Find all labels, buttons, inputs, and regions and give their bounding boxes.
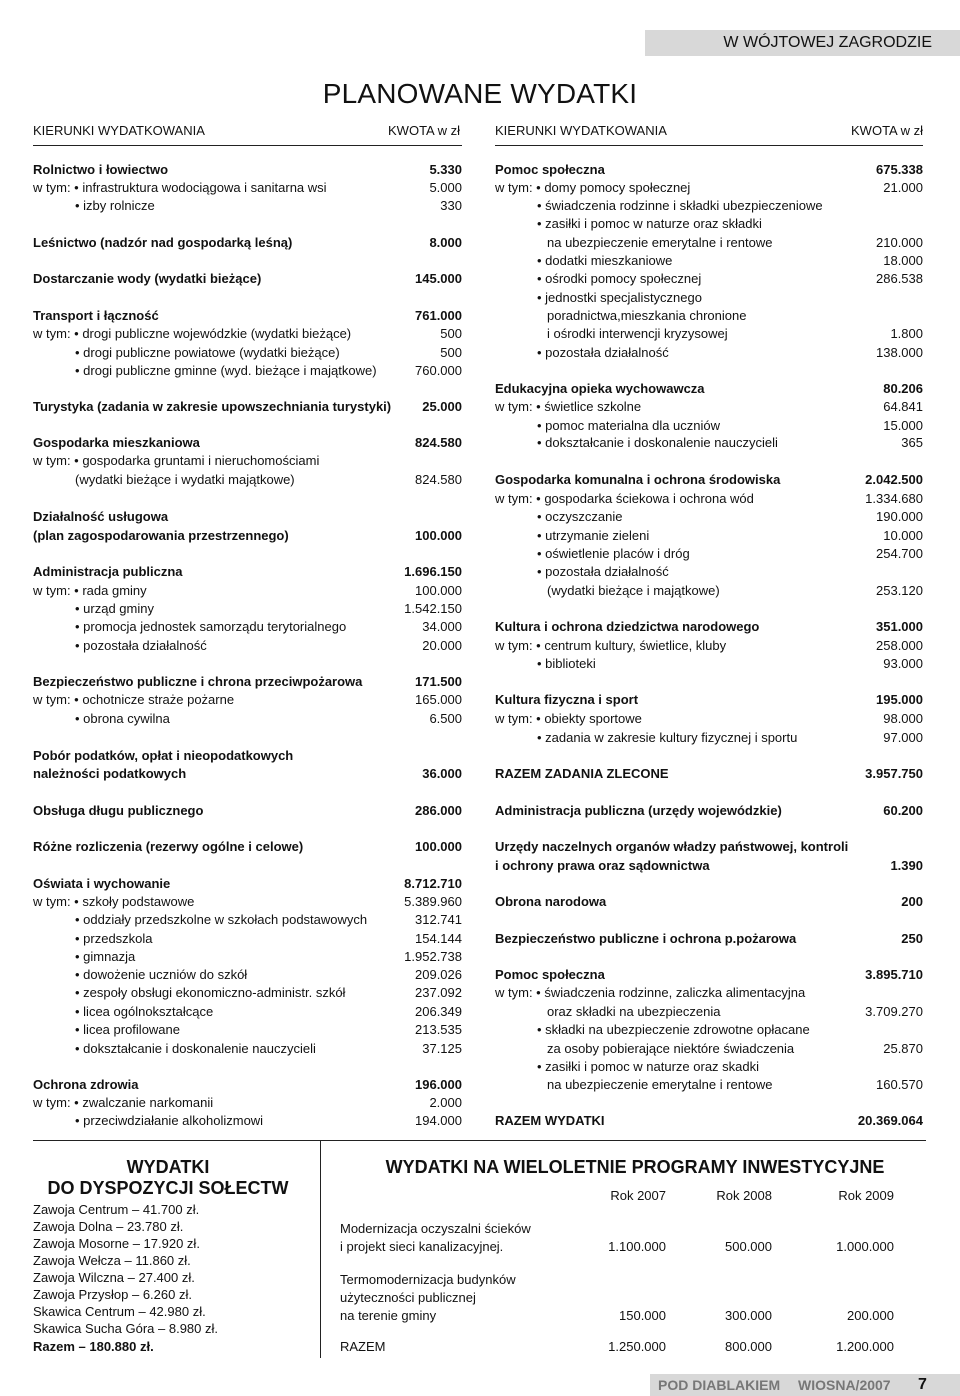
expense-label: Obsługa długu publicznego [33,803,204,818]
expense-row [537,417,923,435]
expense-amount: 25.870 [883,1041,923,1056]
expense-amount: 253.120 [876,583,923,598]
expense-amount: 3.709.270 [865,1004,923,1019]
right-col-amount-head: KWOTA w zł [851,123,923,138]
expense-row [75,344,462,362]
expense-label: Kultura i ochrona dziedzictwa narodowego [495,619,760,634]
expense-amount: 365 [901,435,923,450]
footer-issue: WIOSNA/2007 [798,1377,891,1393]
left-col-rule [33,145,462,146]
expense-amount: 196.000 [415,1077,462,1092]
expense-label: • licea ogólnokształcące [75,1004,214,1019]
left-col-head: KIERUNKI WYDATKOWANIA [33,123,205,138]
expense-row [547,307,923,325]
expense-amount: 200 [901,894,923,909]
expense-amount: 160.570 [876,1077,923,1092]
solectwo-item: Zawoja Dolna – 23.780 zł. [33,1219,184,1234]
expense-amount: 209.026 [415,967,462,982]
expense-amount: 190.000 [876,509,923,524]
expense-label: i ochrony prawa oraz sądownictwa [495,858,710,873]
expense-amount: 1.800 [890,326,923,341]
expense-row [495,637,923,655]
expense-label: • oświetlenie placów i dróg [537,546,690,561]
expense-amount: 18.000 [883,253,923,268]
expense-amount: 1.334.680 [865,491,923,506]
expense-label: • dokształcanie i doskonalenie nauczycieli [75,1041,316,1056]
expense-label: Bezpieczeństwo publiczne i chrona przeciwpożarowa [33,674,363,689]
expense-label: w tym: • ochotnicze straże pożarne [33,692,235,707]
footer-magazine: POD DIABLAKIEM [658,1377,781,1393]
expense-label: za osoby pobierające niektóre świadczenia [547,1041,795,1056]
expense-label: RAZEM WYDATKI [495,1113,605,1128]
expense-amount: 1.542.150 [404,601,462,616]
expense-label: • świadczenia rodzinne i składki ubezpieczeniowe [537,198,823,213]
expense-row [33,802,462,820]
left-col-amount-head: KWOTA w zł [388,123,460,138]
expense-row [33,765,462,783]
solectwo-item: Zawoja Przysłop – 6.260 zł. [33,1287,192,1302]
expense-row [75,948,462,966]
expense-label: Ochrona zdrowia [33,1077,139,1092]
expense-amount: 154.144 [415,931,462,946]
solectwo-item: Zawoja Mosorne – 17.920 zł. [33,1236,200,1251]
expense-label: • gimnazja [75,949,136,964]
expense-row [33,747,462,765]
program-name-line: Termomodernizacja budynków [340,1272,516,1287]
program-name-line: RAZEM [340,1339,386,1354]
footer-page-number: 7 [918,1376,927,1393]
program-amount: 500.000 [725,1239,772,1254]
expense-row [33,563,462,581]
expense-label: • dokształcanie i doskonalenie nauczycieli [537,435,778,450]
expense-amount: 312.741 [415,912,462,927]
program-amount: 800.000 [725,1339,772,1354]
expense-label: w tym: • gospodarka gruntami i nieruchomościami [33,453,320,468]
expense-row [495,930,923,948]
expense-label: w tym: • domy pomocy społecznej [495,180,691,195]
expense-row [495,398,923,416]
expense-label: Kultura fizyczna i sport [495,692,639,707]
solectwo-item: Skawica Centrum – 42.980 zł. [33,1304,206,1319]
expense-row [537,197,923,215]
year-2007: Rok 2007 [610,1188,666,1203]
expense-amount: 100.000 [415,528,462,543]
expense-row [495,765,923,783]
expense-row [33,893,462,911]
expense-row [495,710,923,728]
expense-row [537,252,923,270]
expense-amount: 206.349 [415,1004,462,1019]
header-band [645,30,960,56]
expense-row [33,527,462,545]
expense-label: RAZEM ZADANIA ZLECONE [495,766,669,781]
program-amount: 300.000 [725,1308,772,1323]
expense-amount: 5.389.960 [404,894,462,909]
expense-amount: 250 [901,931,923,946]
expense-amount: 213.535 [415,1022,462,1037]
expense-row [33,582,462,600]
program-name-line: na terenie gminy [340,1308,437,1323]
expense-row [495,893,923,911]
expense-row [75,710,462,728]
program-name-line: użyteczności publicznej [340,1290,476,1305]
expense-row [495,984,923,1002]
expense-row [547,1076,923,1094]
expense-label: • izby rolnicze [75,198,155,213]
expense-row [537,215,923,233]
expense-amount: 171.500 [415,674,462,689]
expense-label: • obrona cywilna [75,711,170,726]
expense-amount: 8.000 [429,235,462,250]
expense-label: • biblioteki [537,656,596,671]
right-col-head: KIERUNKI WYDATKOWANIA [495,123,667,138]
expense-label: w tym: • świadczenia rodzinne, zaliczka alimentacyjna [495,985,806,1000]
expense-label: Administracja publiczna [33,564,183,579]
expense-label: • oczyszczanie [537,509,623,524]
expense-amount: 165.000 [415,692,462,707]
expense-amount: 98.000 [883,711,923,726]
expense-label: Leśnictwo (nadzór nad gospodarką leśną) [33,235,293,250]
program-amount: 1.250.000 [608,1339,666,1354]
expense-label: • przedszkola [75,931,153,946]
expense-row [537,729,923,747]
expense-label: Administracja publiczna (urzędy wojewódzkie) [495,803,782,818]
expense-row [75,600,462,618]
expense-label: • zadania w zakresie kultury fizycznej i sportu [537,730,798,745]
expense-amount: 258.000 [876,638,923,653]
expense-amount: 2.000 [429,1095,462,1110]
expense-label: Gospodarka mieszkaniowa [33,435,200,450]
expense-label: Edukacyjna opieka wychowawcza [495,381,705,396]
expense-amount: 20.000 [422,638,462,653]
expense-amount: 194.000 [415,1113,462,1128]
expense-label: Dostarczanie wody (wydatki bieżące) [33,271,262,286]
solectwa-title-2: DO DYSPOZYCJI SOŁECTW [47,1178,289,1198]
expense-amount: 138.000 [876,345,923,360]
expense-amount: 1.952.738 [404,949,462,964]
expense-label: • ośrodki pomocy społecznej [537,271,702,286]
expense-amount: 15.000 [883,418,923,433]
expense-row [547,325,923,343]
expense-label: w tym: • świetlice szkolne [495,399,642,414]
expense-row [75,471,462,489]
expense-label: • pozostała działalność [75,638,207,653]
expense-label: • jednostki specjalistycznego [537,290,702,305]
expense-label: Pobór podatków, opłat i nieopodatkowych [33,748,294,763]
expense-row [547,234,923,252]
expense-row [75,1003,462,1021]
expense-amount: 195.000 [876,692,923,707]
expense-amount: 5.000 [429,180,462,195]
expense-label: i ośrodki interwencji kryzysowej [547,326,728,341]
expense-label: • przeciwdziałanie alkoholizmowi [75,1113,264,1128]
expense-row [495,966,923,984]
expense-label: na ubezpieczenie emerytalne i rentowe [547,1077,773,1092]
expense-amount: 36.000 [422,766,462,781]
solectwa-title-1: WYDATKI [126,1157,210,1177]
expense-amount: 1.390 [890,858,923,873]
expense-amount: 37.125 [422,1041,462,1056]
expense-amount: 10.000 [883,528,923,543]
expense-row [33,452,462,470]
expense-row [537,270,923,288]
expense-amount: 760.000 [415,363,462,378]
program-amount: 1.000.000 [836,1239,894,1254]
expense-label: • pozostała działalność [537,345,669,360]
expense-amount: 237.092 [415,985,462,1000]
expense-label: • zespoły obsługi ekonomiczno-administr. szkół [75,985,346,1000]
expense-row [537,508,923,526]
solectwo-item: Zawoja Centrum – 41.700 zł. [33,1202,200,1217]
expense-label: • drogi publiczne gminne (wyd. bieżące i majątkowe) [75,363,377,378]
expense-amount: 100.000 [415,839,462,854]
expense-row [537,344,923,362]
expense-amount: 254.700 [876,546,923,561]
expense-row [33,691,462,709]
expense-label: Transport i łączność [33,308,159,323]
year-2009: Rok 2009 [838,1188,894,1203]
program-amount: 1.100.000 [608,1239,666,1254]
wieloletnie-title: WYDATKI NA WIELOLETNIE PROGRAMY INWESTYCYJNE [385,1157,885,1177]
expense-row [537,289,923,307]
expense-amount: 286.000 [415,803,462,818]
expense-label: oraz składki na ubezpieczenia [547,1004,721,1019]
expense-row [495,161,923,179]
expense-row [537,527,923,545]
expense-label: w tym: • gospodarka ściekowa i ochrona wód [495,491,754,506]
expense-row [75,1040,462,1058]
expense-amount: 3.957.750 [865,766,923,781]
expense-label: • promocja jednostek samorządu terytorialnego [75,619,347,634]
expense-label: • zasiłki i pomoc w naturze oraz składki [537,216,762,231]
expense-label: Różne rozliczenia (rezerwy ogólne i celowe) [33,839,304,854]
expense-label: • składki na ubezpieczenie zdrowotne opłacane [537,1022,810,1037]
expense-amount: 93.000 [883,656,923,671]
expense-label: (wydatki bieżące i wydatki majątkowe) [75,472,295,487]
expense-label: w tym: • drogi publiczne wojewódzkie (wydatki bieżące) [33,326,352,341]
expense-label: • utrzymanie zieleni [537,528,650,543]
expense-row [547,582,923,600]
expense-amount: 210.000 [876,235,923,250]
expense-row [495,490,923,508]
solectwa-total: Razem – 180.880 zł. [33,1339,154,1354]
expense-row [75,637,462,655]
expense-amount: 1.696.150 [404,564,462,579]
expense-label: Rolnictwo i łowiectwo [33,162,169,177]
expense-amount: 20.369.064 [857,1113,923,1128]
expense-row [495,1112,923,1130]
expense-row [537,434,923,452]
expense-label: w tym: • infrastruktura wodociągowa i sanitarna wsi [33,180,327,195]
program-amount: 200.000 [847,1308,894,1323]
expense-row [537,545,923,563]
expense-label: (wydatki bieżące i majątkowe) [547,583,720,598]
expense-row [547,1003,923,1021]
program-name-line: i projekt sieci kanalizacyjnej. [340,1239,504,1254]
expense-amount: 97.000 [883,730,923,745]
expense-amount: 8.712.710 [404,876,462,891]
expense-amount: 25.000 [422,399,462,414]
expense-row [495,618,923,636]
expense-label: Pomoc społeczna [495,162,605,177]
expense-amount: 824.580 [415,435,462,450]
expense-row [75,618,462,636]
expense-label: • dowożenie uczniów do szkół [75,967,248,982]
expense-amount: 675.338 [876,162,923,177]
expense-amount: 351.000 [876,619,923,634]
expense-row [537,655,923,673]
expense-amount: 330 [440,198,462,213]
expense-amount: 2.042.500 [865,472,923,487]
expense-row [33,179,462,197]
expense-amount: 6.500 [429,711,462,726]
expense-label: • pozostała działalność [537,564,669,579]
expense-row [495,857,923,875]
footer-band [650,1374,960,1396]
year-2008: Rok 2008 [716,1188,772,1203]
solectwo-item: Skawica Sucha Góra – 8.980 zł. [33,1321,218,1336]
expense-row [33,508,462,526]
expense-row [537,563,923,581]
expense-row [33,325,462,343]
program-amount: 150.000 [619,1308,666,1323]
expense-label: Turystyka (zadania w zakresie upowszechniania turystyki) [33,399,392,414]
expense-row [547,1040,923,1058]
expense-amount: 286.538 [876,271,923,286]
expense-amount: 21.000 [883,180,923,195]
expense-amount: 100.000 [415,583,462,598]
expense-row [75,984,462,1002]
expense-amount: 80.206 [883,381,923,396]
expense-amount: 64.841 [883,399,923,414]
expense-row [495,802,923,820]
expense-row [75,362,462,380]
expense-row [75,966,462,984]
program-name-line: Modernizacja oczyszalni ścieków [340,1221,531,1236]
expense-row [75,1112,462,1130]
expense-label: • pomoc materialna dla uczniów [537,418,721,433]
expense-amount: 5.330 [429,162,462,177]
expense-row [33,161,462,179]
expense-row [33,1076,462,1094]
expense-label: (plan zagospodarowania przestrzennego) [33,528,289,543]
expense-label: w tym: • centrum kultury, świetlice, kluby [495,638,727,653]
expense-label: Obrona narodowa [495,894,607,909]
expense-row [75,930,462,948]
right-col-rule [495,145,923,146]
expense-row [33,1094,462,1112]
expense-label: Urzędy naczelnych organów władzy państwowej, kontroli [495,839,849,854]
expense-amount: 3.895.710 [865,967,923,982]
program-amount: 1.200.000 [836,1339,894,1354]
expense-row [33,270,462,288]
expense-row [495,380,923,398]
expense-amount: 500 [440,345,462,360]
header-band-text: W WÓJTOWEJ ZAGRODZIE [723,34,932,51]
expense-amount: 824.580 [415,472,462,487]
expense-label: należności podatkowych [33,766,187,781]
bottom-divider [320,1140,321,1358]
expense-label: • zasiłki i pomoc w naturze oraz skadki [537,1059,760,1074]
expense-amount: 145.000 [415,271,462,286]
expense-label: Działalność usługowa [33,509,169,524]
bottom-rule [33,1140,926,1141]
solectwo-item: Zawoja Wilczna – 27.400 zł. [33,1270,195,1285]
expense-label: • oddziały przedszkolne w szkołach podstawowych [75,912,368,927]
expense-row [33,398,462,416]
expense-label: w tym: • obiekty sportowe [495,711,642,726]
expense-row [75,911,462,929]
expense-row [75,1021,462,1039]
expense-label: poradnictwa,mieszkania chronione [547,308,747,323]
solectwo-item: Zawoja Wełcza – 11.860 zł. [33,1253,191,1268]
expense-row [495,471,923,489]
expense-row [537,1058,923,1076]
expense-label: Bezpieczeństwo publiczne i ochrona p.pożarowa [495,931,797,946]
expense-row [495,838,923,856]
expense-label: Gospodarka komunalna i ochrona środowiska [495,472,781,487]
expense-amount: 34.000 [422,619,462,634]
expense-row [33,838,462,856]
expense-label: • dodatki mieszkaniowe [537,253,673,268]
expense-row [495,691,923,709]
expense-row [75,197,462,215]
expense-label: w tym: • rada gminy [33,583,147,598]
expense-label: w tym: • szkoły podstawowe [33,894,195,909]
expense-row [33,673,462,691]
expense-row [537,1021,923,1039]
expense-label: Pomoc społeczna [495,967,605,982]
expense-amount: 500 [440,326,462,341]
expense-amount: 60.200 [883,803,923,818]
expense-row [33,875,462,893]
expense-row [33,307,462,325]
expense-label: • licea profilowane [75,1022,180,1037]
expense-label: • drogi publiczne powiatowe (wydatki bieżące) [75,345,340,360]
expense-row [33,234,462,252]
expense-label: • urząd gminy [75,601,154,616]
page-title: PLANOWANE WYDATKI [322,78,638,109]
expense-label: na ubezpieczenie emerytalne i rentowe [547,235,773,250]
expense-row [495,179,923,197]
expense-label: w tym: • zwalczanie narkomanii [33,1095,214,1110]
expense-amount: 761.000 [415,308,462,323]
expense-label: Oświata i wychowanie [33,876,171,891]
expense-row [33,434,462,452]
